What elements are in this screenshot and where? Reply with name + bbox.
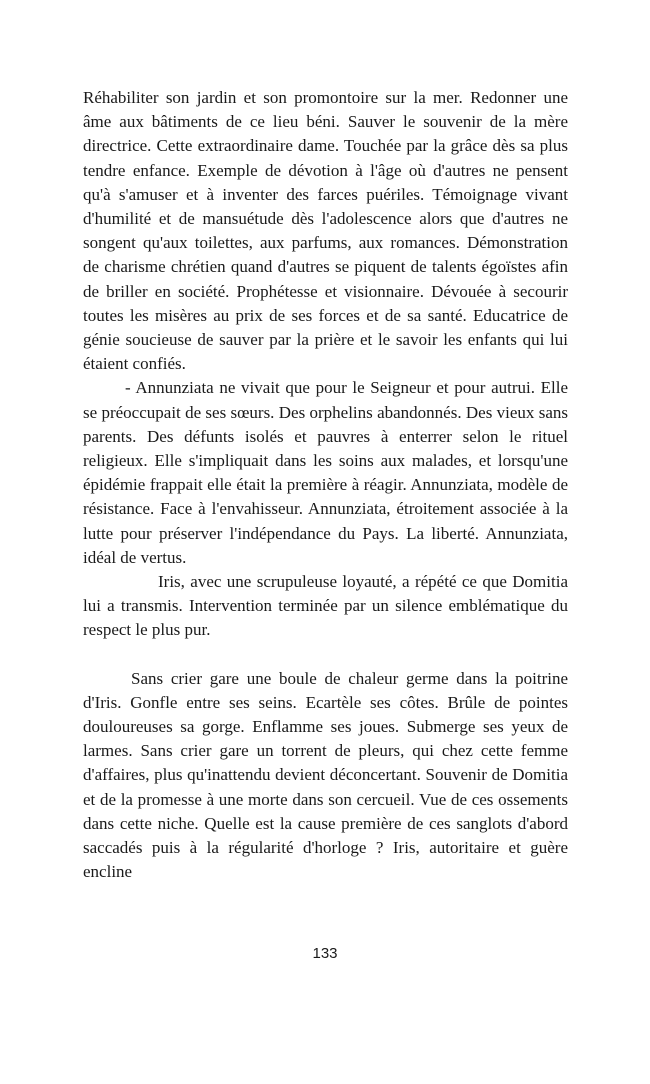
- page-number: 133: [312, 945, 338, 962]
- body-text: [83, 86, 568, 885]
- paragraph-annunziata: - Annunziata ne vivait que pour le Seigneur et pour autrui. Elle se préoccupait de ses sœurs. Des orphelins abandonnés. Des vieux sans parents. Des défunts isolés et pauvres à enterrer selon le rituel religieux. Elle s'impliquait dans les soins aux malades, et lorsqu'une épidémie frappait elle était la première à réagir. Annunziata, modèle de résistance. Face à l'envahisseur. Annunziata, étroitement associée à la lutte pour préserver l'indépendance du Pays. La liberté. Annunziata, idéal de vertus.: [83, 378, 568, 567]
- paragraph-iris-loyaute: Iris, avec une scrupuleuse loyauté, a répété ce que Domitia lui a transmis. Intervention terminée par un silence emblématique du respect le plus pur.: [83, 572, 568, 640]
- paragraph-rehabiliter: Réhabiliter son jardin et son promontoire sur la mer. Redonner une âme aux bâtiments de ce lieu béni. Sauver le souvenir de la mère directrice. Cette extraordinaire dame. Touchée par la grâce dès sa plus tendre enfance. Exemple de dévotion à l'âge où d'autres ne pensent qu'à s'amuser et à inventer des farces puériles. Témoignage vivant d'humilité et de mansuétude dès l'adolescence alors que d'autres ne songent qu'aux toilettes, aux parfums, aux romances. Démonstration de charisme chrétien quand d'autres se piquent de talents égoïstes afin de briller en société. Prophétesse et visionnaire. Dévouée à secourir toutes les misères au prix de ses forces et de sa santé. Educatrice de génie soucieuse de sauver par la prière et le savoir les enfants qui lui étaient confiés.: [83, 88, 568, 374]
- paragraph-sans-crier-gare: Sans crier gare une boule de chaleur germe dans la poitrine d'Iris. Gonfle entre ses seins. Ecartèle ses côtes. Brûle de pointes douloureuses sa gorge. Enflamme ses joues. Submerge ses yeux de larmes. Sans crier gare un torrent de pleurs, qui chez cette femme d'affaires, plus qu'inattendu devient déconcertant. Souvenir de Domitia et de la promesse à une morte dans son cercueil. Vue de ces ossements dans cette niche. Quelle est la cause première de ces sanglots d'abord saccadés puis à la régularité d'horloge ? Iris, autoritaire et guère encline: [83, 668, 568, 882]
